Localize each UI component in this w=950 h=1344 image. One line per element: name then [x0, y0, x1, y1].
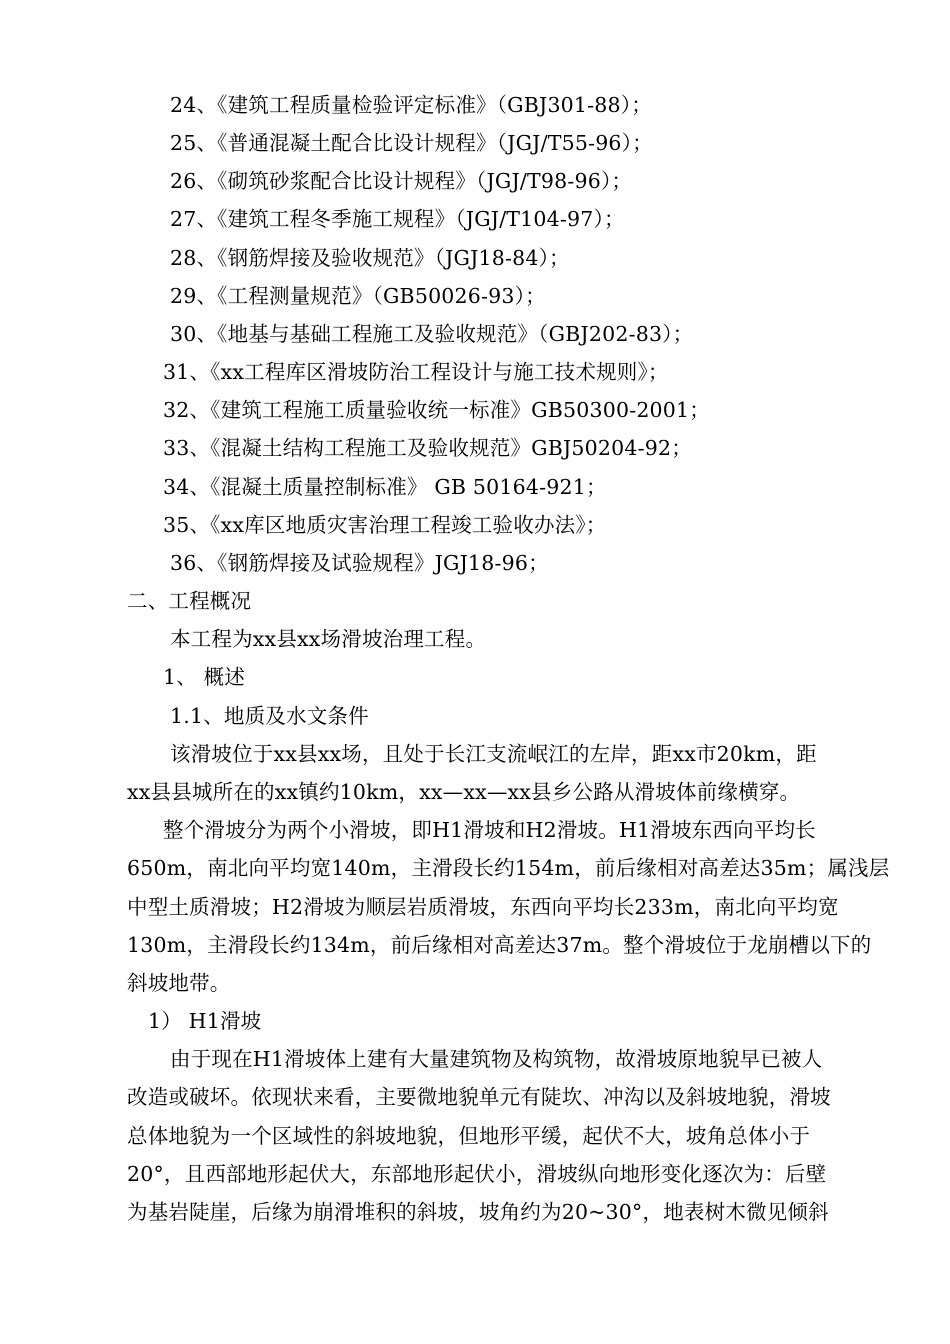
reference-item: 26、《砌筑砂浆配合比设计规程》（JGJ/T98-96）； — [170, 169, 633, 193]
reference-item: 32、《建筑工程施工质量验收统一标准》GB50300-2001； — [163, 398, 710, 422]
paragraph-line: 总体地貌为一个区域性的斜坡地貌，但地形平缓，起伏不大，坡角总体小于 — [127, 1124, 811, 1148]
reference-item: 28、《钢筋焊接及验收规范》（JGJ18-84）； — [170, 246, 570, 270]
paragraph-line: 该滑坡位于xx县xx场，且处于长江支流岷江的左岸，距xx市20km，距 — [170, 742, 817, 766]
paragraph-line: 20°，且西部地形起伏大，东部地形起伏小，滑坡纵向地形变化逐次为：后壁 — [127, 1162, 827, 1186]
paragraph-line: 中型土质滑坡；H2滑坡为顺层岩质滑坡，东西向平均长233m，南北向平均宽 — [127, 895, 839, 919]
paragraph-line: 整个滑坡分为两个小滑坡，即H1滑坡和H2滑坡。H1滑坡东西向平均长 — [163, 818, 816, 842]
reference-item: 31、《xx工程库区滑坡防治工程设计与施工技术规则》； — [163, 360, 669, 384]
paragraph-line: 改造或破坏。依现状来看，主要微地貌单元有陡坎、冲沟以及斜坡地貌，滑坡 — [127, 1085, 831, 1109]
paragraph-line: xx县县城所在的xx镇约10km，xx—xx—xx县乡公路从滑坡体前缘横穿。 — [127, 780, 801, 804]
reference-item: 34、《混凝土质量控制标准》 GB 50164-921； — [163, 475, 607, 499]
reference-item: 27、《建筑工程冬季施工规程》（JGJ/T104-97）； — [170, 207, 625, 231]
subsection-heading: 1） H1滑坡 — [148, 1009, 262, 1033]
paragraph-line: 由于现在H1滑坡体上建有大量建筑物及构筑物，故滑坡原地貌早已被人 — [170, 1047, 823, 1071]
reference-item: 25、《普通混凝土配合比设计规程》（JGJ/T55-96）； — [170, 131, 653, 155]
reference-item: 35、《xx库区地质灾害治理工程竣工验收办法》； — [163, 513, 607, 537]
paragraph-line: 斜坡地带。 — [127, 971, 231, 995]
reference-item: 30、《地基与基础工程施工及验收规范》（GBJ202-83）； — [170, 322, 694, 346]
paragraph-line: 130m，主滑段长约134m，前后缘相对高差达37m。整个滑坡位于龙崩槽以下的 — [127, 933, 872, 957]
reference-item: 29、《工程测量规范》（GB50026-93）； — [170, 284, 546, 308]
paragraph-line: 为基岩陡崖，后缘为崩滑堆积的斜坡，坡角约为20~30°，地表树木微见倾斜 — [127, 1200, 829, 1224]
reference-item: 36、《钢筋焊接及试验规程》JGJ18-96； — [170, 551, 549, 575]
subsection-heading: 1、 概述 — [163, 665, 246, 689]
reference-item: 24、《建筑工程质量检验评定标准》（GBJ301-88）； — [170, 93, 652, 117]
reference-item: 33、《混凝土结构工程施工及验收规范》GBJ50204-92； — [163, 436, 692, 460]
paragraph-line: 650m，南北向平均宽140m，主滑段长约154m，前后缘相对高差达35m；属浅层 — [127, 856, 890, 880]
section-intro: 本工程为xx县xx场滑坡治理工程。 — [170, 627, 487, 651]
subsection-heading: 1.1、地质及水文条件 — [170, 704, 369, 728]
section-heading: 二、工程概况 — [127, 589, 252, 613]
